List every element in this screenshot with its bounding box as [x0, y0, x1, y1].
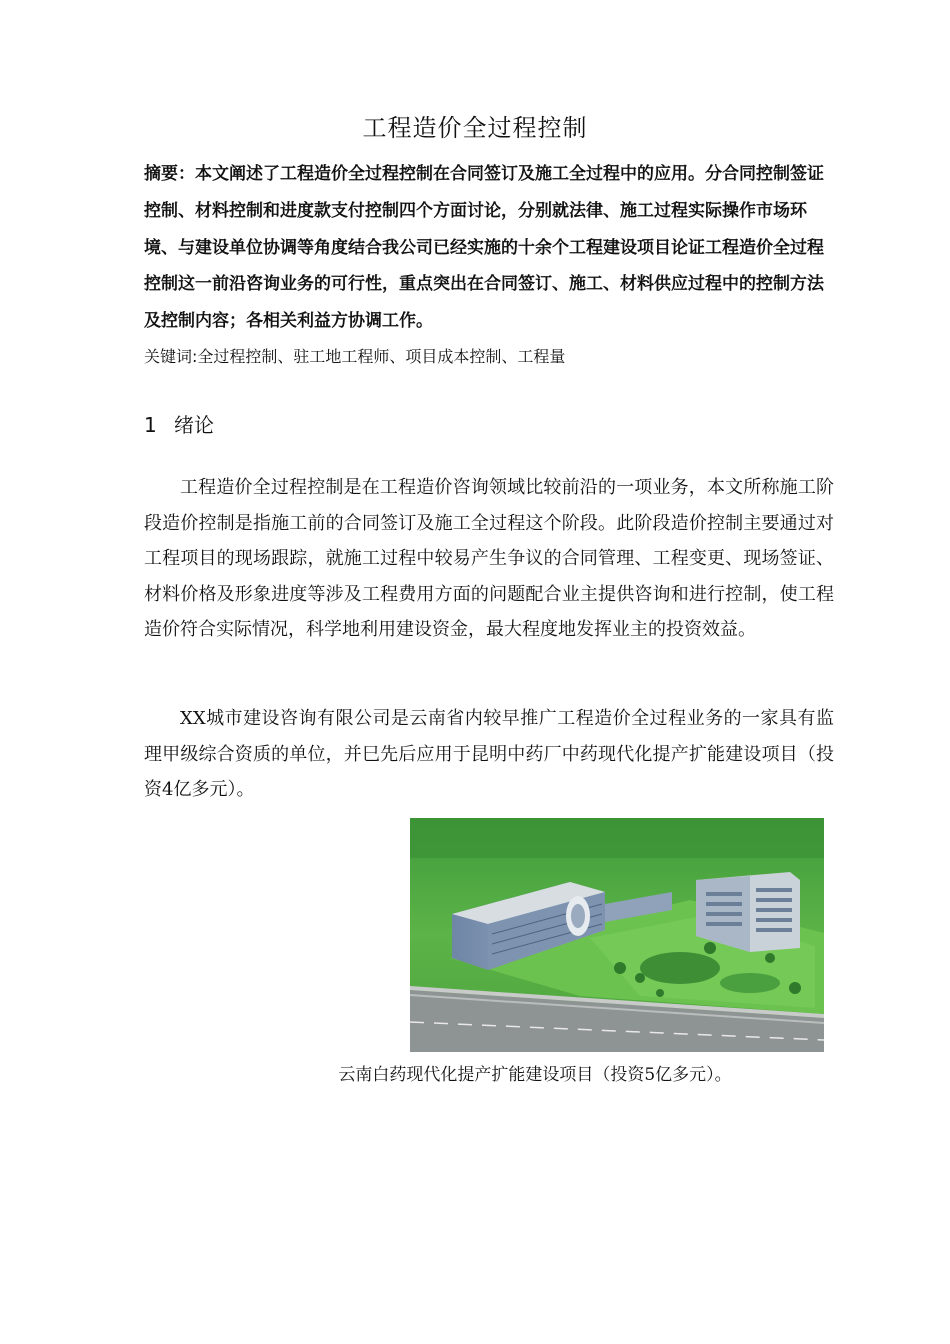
abstract: 摘要：本文阐述了工程造价全过程控制在合同签订及施工全过程中的应用。分合同控制签证控制、材料控制和进度款支付控制四个方面讨论，分别就法律、施工过程实际操作市场环境、与建设单位协调等角度结合我公司已经实施的十余个工程建设项目论证工程造价全过程控制这一前沿咨询业务的可行性，重点突出在合同签订、施工、材料供应过程中的控制方法及控制内容；各相关利益方协调工作。	[144, 164, 824, 332]
section-heading	[144, 409, 214, 438]
figure-caption: 云南白药现代化提产扩能建设项目（投资5亿多元）。	[338, 1065, 732, 1085]
document-title: 工程造价全过程控制	[362, 114, 588, 142]
section-number: 1	[144, 413, 157, 437]
project-rendering-image	[410, 818, 824, 1052]
keywords: 关键词:全过程控制、驻工地工程师、项目成本控制、工程量	[144, 347, 566, 366]
body-paragraph: XX城市建设咨询有限公司是云南省内较早推广工程造价全过程业务的一家具有监理甲级综合资质的单位，并巳先后应用于昆明中药厂中药现代化提产扩能建设项目（投资4亿多元）。	[144, 708, 834, 801]
section-title: 绪论	[174, 413, 214, 437]
body-paragraph: 工程造价全过程控制是在工程造价咨询领域比较前沿的一项业务，本文所称施工阶段造价控制是指施工前的合同签订及施工全过程这个阶段。此阶段造价控制主要通过对工程项目的现场跟踪，就施工过程中较易产生争议的合同管理、工程变更、现场签证、材料价格及形象进度等涉及工程费用方面的问题配合业主提供咨询和进行控制，使工程造价符合实际情况，科学地利用建设资金，最大程度地发挥业主的投资效益。	[144, 477, 834, 641]
